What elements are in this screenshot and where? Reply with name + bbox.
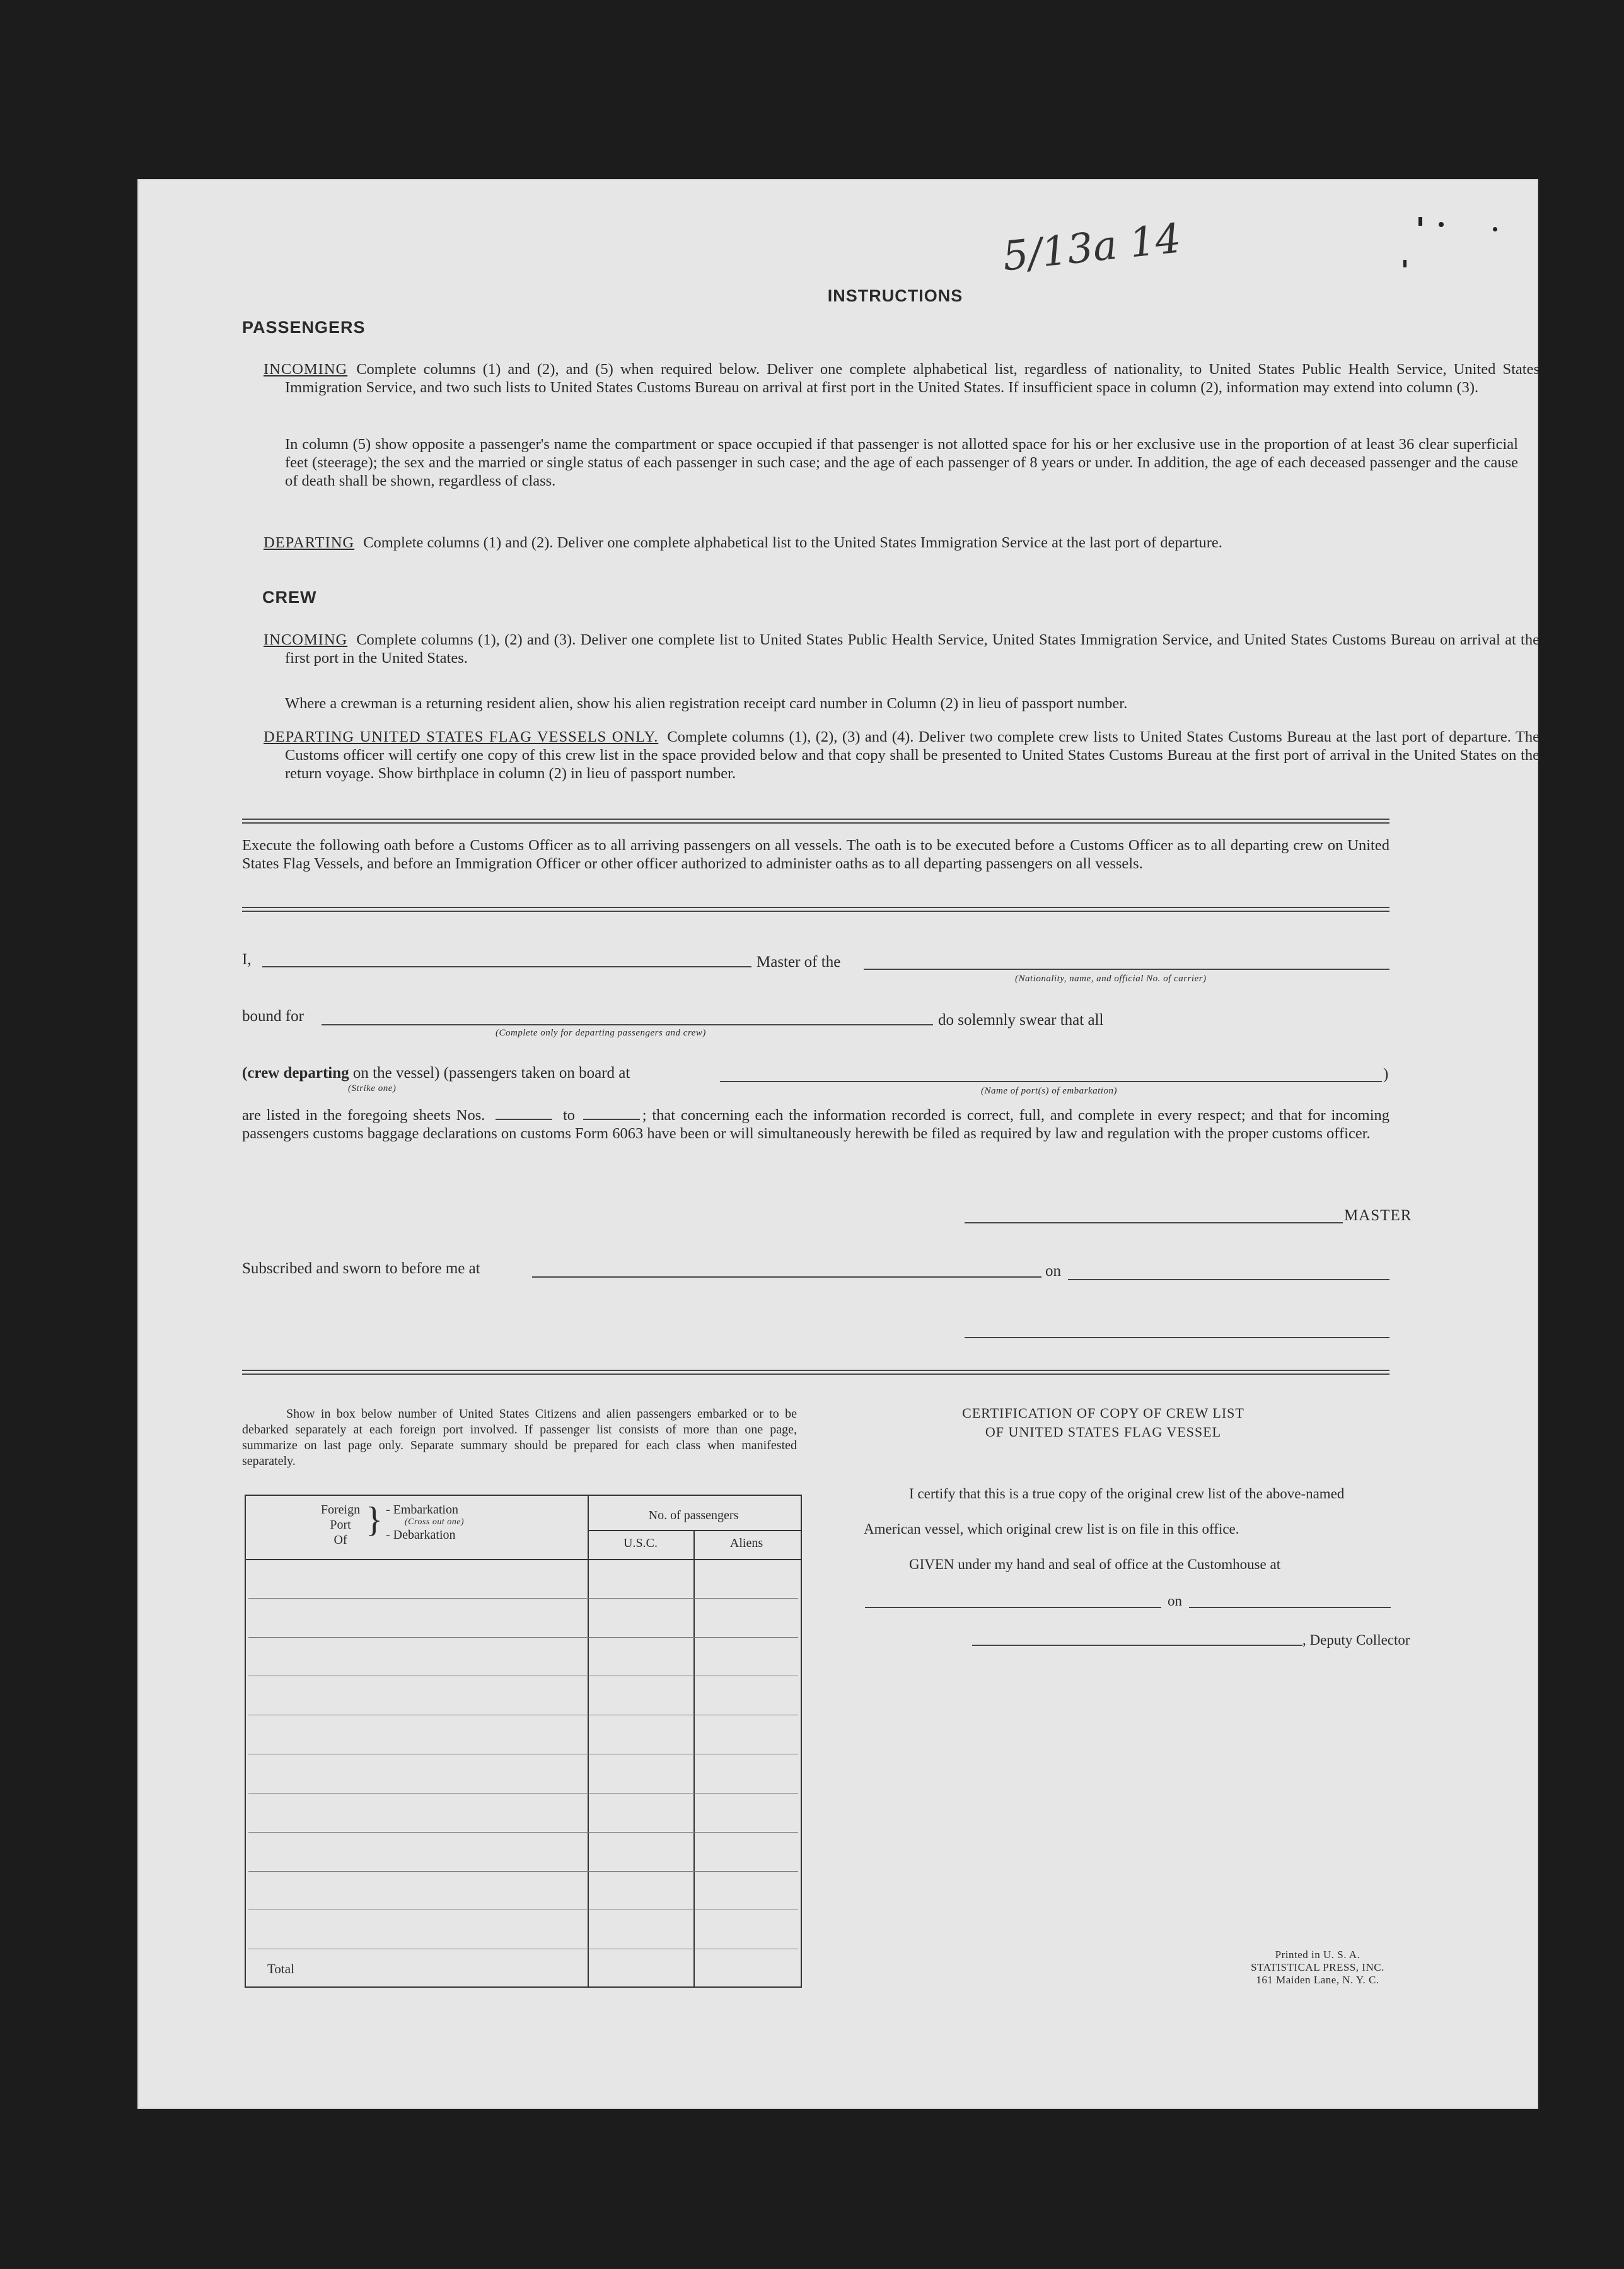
passengers-taken-label: (passengers taken on board at <box>443 1065 630 1082</box>
table-column-divider <box>693 1530 695 1988</box>
deputy-signature-field[interactable] <box>972 1645 1302 1646</box>
master-of-label: Master of the <box>757 954 841 971</box>
divider <box>242 819 1389 824</box>
oath-i-label: I, <box>242 951 252 968</box>
master-signature-field[interactable] <box>965 1222 1343 1223</box>
table-row <box>248 1598 798 1599</box>
summary-instruction: Show in box below number of United States Citizens and alien passengers embarked or to be debarked separately at each foreign port involved. If passenger list consists of more than one page, summarize on last page only. Separate summary should be prepared for each class when manifested separately. <box>242 1407 797 1468</box>
table-header-divider <box>245 1559 802 1560</box>
bound-for-label: bound for <box>242 1008 304 1025</box>
cert-on-label: on <box>1168 1593 1182 1609</box>
sheet-no-to-field[interactable] <box>583 1119 640 1120</box>
no-of-passengers-header: No. of passengers <box>648 1508 739 1522</box>
departing-flag-lead: DEPARTING UNITED STATES FLAG VESSELS ONLY. <box>264 728 659 745</box>
crew-departing-label: (crew departing <box>242 1065 349 1082</box>
divider <box>242 1370 1389 1375</box>
passengers-departing-paragraph <box>264 534 1540 552</box>
port-label: Port <box>330 1518 351 1532</box>
ink-mark <box>1418 217 1422 226</box>
certification-title-line1: CERTIFICATION OF COPY OF CREW LIST <box>962 1405 1244 1421</box>
divider <box>242 907 1389 912</box>
departing-flag-paragraph <box>264 728 1540 783</box>
crew-incoming-text: Complete columns (1), (2) and (3). Deliver one complete list to United States Public Health Service, United States Immigration Service, and United States Customs Bureau on arrival at the first port in the United States. <box>285 631 1540 667</box>
port-hint: (Name of port(s) of embarkation) <box>981 1086 1117 1096</box>
printer-imprint <box>1210 1949 1425 1986</box>
departing-text: Complete columns (1) and (2). Deliver one complete alphabetical list to the United States Immigration Service at the last port of departure. <box>363 534 1222 551</box>
table-header-divider <box>588 1530 802 1531</box>
table-row <box>248 1637 798 1638</box>
certification-title <box>864 1404 1343 1442</box>
embark-debark-labels <box>386 1502 464 1543</box>
master-label: MASTER <box>1344 1207 1412 1224</box>
sworn-date-field[interactable] <box>1068 1279 1389 1280</box>
ink-mark <box>1493 227 1497 231</box>
handwritten-date-mark: 5/13a 14 <box>1000 215 1183 281</box>
master-name-field[interactable] <box>262 966 751 967</box>
ink-mark <box>1439 222 1444 227</box>
close-paren: ) <box>1383 1066 1389 1083</box>
foreign-port-of-label <box>316 1502 364 1548</box>
customhouse-field[interactable] <box>865 1607 1161 1608</box>
given-line: GIVEN under my hand and seal of office at the Customhouse at <box>909 1556 1281 1572</box>
incoming-text: Complete columns (1) and (2), and (5) when required below. Deliver one complete alphabetical list, regardless of nationality, to United States Public Health Service, United States Immigration Service, and two such lists to United States Customs Bureau on arrival at first port in the United States. If insufficient space in column (2), information may extend into column (3). <box>285 361 1540 396</box>
incoming-lead: INCOMING <box>264 361 348 378</box>
certify-line1: I certify that this is a true copy of the original crew list of the above-named <box>909 1486 1345 1502</box>
debarkation-label: - Debarkation <box>386 1528 456 1542</box>
carrier-field[interactable] <box>864 969 1389 970</box>
cert-date-field[interactable] <box>1189 1607 1391 1608</box>
ink-mark <box>1403 260 1406 267</box>
crew-incoming-paragraph <box>264 631 1540 667</box>
departing-flag-text: Complete columns (1), (2), (3) and (4). Deliver two complete crew lists to United States Customs Bureau at the last port of departure. The Customs officer will certify one copy of this crew list in the space provided below and that copy shall be presented to United States Customs Bureau at the first port of arrival in the United States on the return voyage. Show birthplace in column (2) in lieu of passport number. <box>285 728 1540 782</box>
printer-line1: Printed in U. S. A. <box>1275 1949 1360 1961</box>
nationality-hint: (Nationality, name, and official No. of carrier) <box>1015 974 1207 984</box>
crew-departing-line <box>242 1065 630 1082</box>
departing-lead: DEPARTING <box>264 534 355 551</box>
crew-heading: CREW <box>262 588 317 607</box>
complete-only-hint: (Complete only for departing passengers and crew) <box>496 1028 706 1038</box>
strike-one-hint: (Strike one) <box>348 1083 397 1094</box>
sworn-on-label: on <box>1045 1263 1061 1280</box>
sworn-at-field[interactable] <box>532 1276 1041 1278</box>
table-row <box>248 1832 798 1833</box>
instructions-title: INSTRUCTIONS <box>827 286 963 305</box>
cross-out-hint: (Cross out one) <box>405 1517 465 1527</box>
port-of-embarkation-field[interactable] <box>720 1081 1382 1082</box>
subscribed-label: Subscribed and sworn to before me at <box>242 1260 480 1277</box>
of-label: Of <box>334 1533 347 1547</box>
crewman-paragraph: Where a crewman is a returning resident alien, show his alien registration receipt card number in Column (2) in lieu of passport number. <box>285 695 1128 712</box>
printer-line3: 161 Maiden Lane, N. Y. C. <box>1256 1974 1379 1986</box>
brace-glyph: } <box>366 1500 383 1539</box>
table-column-divider <box>588 1495 589 1988</box>
listed-to-label: to <box>562 1107 575 1124</box>
on-the-vessel-label: on the vessel) <box>352 1065 440 1082</box>
oath-intro: Execute the following oath before a Customs Officer as to all arriving passengers on all vessels. The oath is to be executed before a Customs Officer as to all departing crew on United States Flag Vessels, and before an Immigration Officer or other officer authorized to administer oaths as to all departing passengers on all vessels. <box>242 837 1389 872</box>
deputy-collector-label: , Deputy Collector <box>1302 1632 1410 1648</box>
certify-line2: American vessel, which original crew list is on file in this office. <box>864 1521 1239 1537</box>
sheet-no-from-field[interactable] <box>496 1119 552 1120</box>
table-row <box>248 1871 798 1872</box>
certification-title-line2: OF UNITED STATES FLAG VESSEL <box>985 1424 1222 1440</box>
embarkation-label: - Embarkation <box>386 1503 458 1517</box>
listed-text-b: ; that concerning each the information recorded is correct, full, and complete in every respect; and that for incoming passengers customs baggage declarations on customs Form 6063 have been or will simultaneously herewith be filed as required by law and regulation with the proper customs officer. <box>242 1107 1389 1142</box>
column5-paragraph: In column (5) show opposite a passenger's name the compartment or space occupied if that passenger is not allotted space for his or her exclusive use in the proportion of at least 36 clear superficial feet (steerage); the sex and the married or single status of each passenger in such case; and the age of each passenger of 8 years or under. In addition, the age of each deceased passenger and the cause of death shall be shown, regardless of class. <box>285 436 1518 489</box>
listed-text-a: are listed in the foregoing sheets Nos. <box>242 1107 485 1124</box>
crew-incoming-lead: INCOMING <box>264 631 348 648</box>
listed-paragraph <box>242 1106 1389 1143</box>
swear-text: do solemnly swear that all <box>938 1012 1104 1029</box>
printer-line2: STATISTICAL PRESS, INC. <box>1251 1961 1384 1973</box>
table-row <box>248 1793 798 1794</box>
passengers-incoming-paragraph <box>264 360 1540 397</box>
passengers-heading: PASSENGERS <box>242 318 366 337</box>
foreign-label: Foreign <box>320 1503 361 1517</box>
passenger-summary-table <box>245 1495 802 1988</box>
total-label: Total <box>267 1961 294 1976</box>
aliens-header: Aliens <box>729 1536 763 1550</box>
document-sheet <box>139 180 1540 2108</box>
bound-for-field[interactable] <box>322 1024 933 1025</box>
officer-signature-field[interactable] <box>965 1337 1389 1338</box>
usc-header: U.S.C. <box>624 1536 658 1550</box>
